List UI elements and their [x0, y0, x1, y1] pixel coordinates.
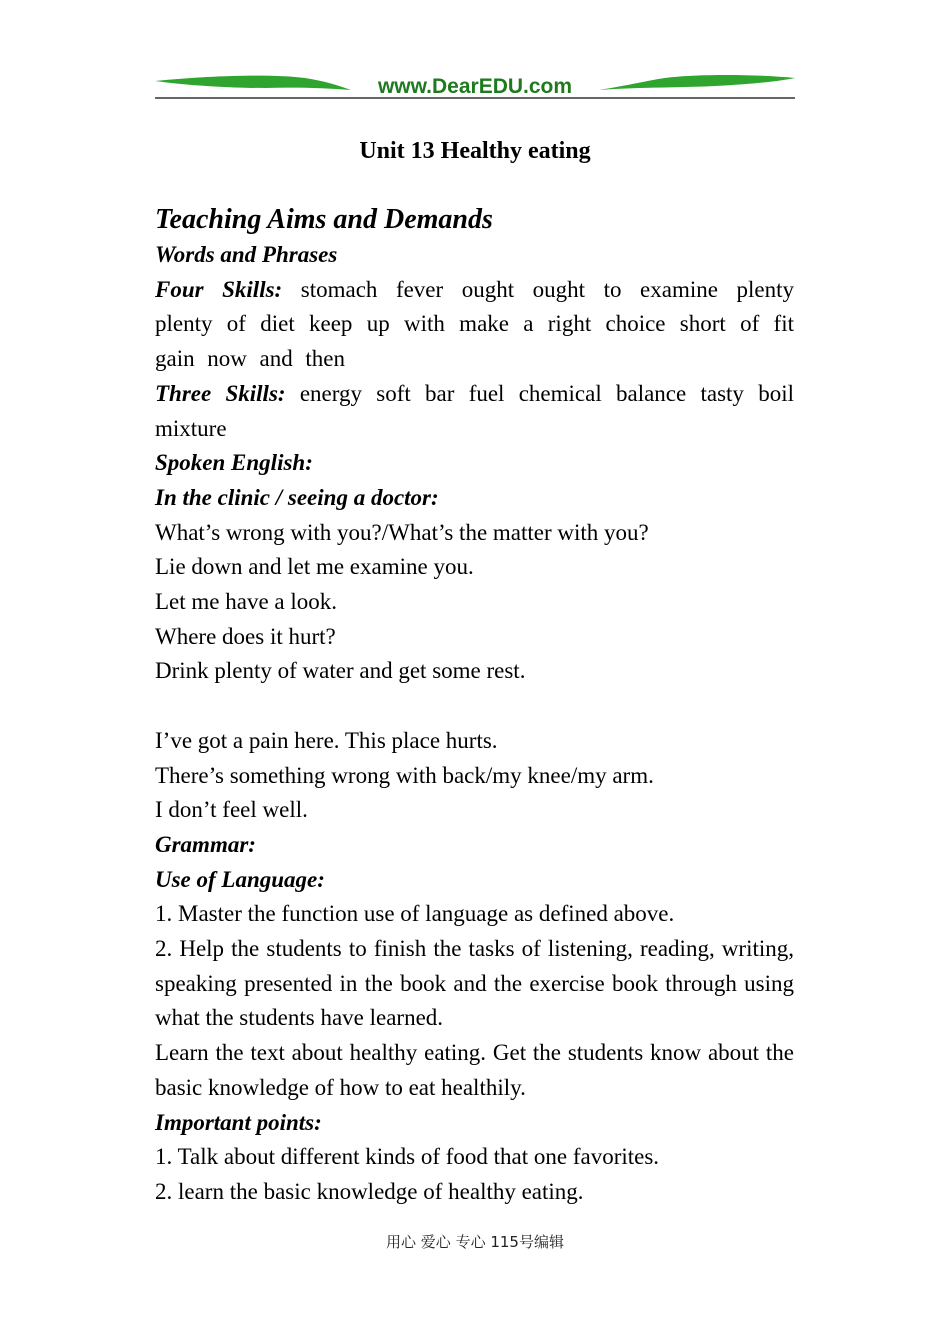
page-title: Unit 13 Healthy eating — [359, 138, 591, 164]
document-body — [155, 202, 794, 1210]
use-item: 2. Help the students to finish the tasks of listening, reading, writing, speaking presented in the book and the exercise book through using what the students have learned. — [155, 936, 794, 1031]
four-skills-label: Four Skills: — [155, 276, 283, 302]
use-of-language-heading: Use of Language: — [155, 866, 325, 892]
four-skills-paragraph — [155, 273, 794, 377]
use-item: Learn the text about healthy eating. Get the students know about the basic knowledge of how to eat healthily. — [155, 1040, 794, 1100]
three-skills-paragraph — [155, 377, 794, 446]
right-leaf-decoration — [599, 75, 795, 90]
left-leaf-decoration — [155, 76, 351, 90]
patient-line: I don’t feel well. — [155, 797, 308, 823]
three-skills-words: energy soft bar fuel chemical balance tasty boil mixture — [155, 380, 794, 441]
grammar-heading: Grammar: — [155, 831, 256, 857]
doctor-line: Let me have a look. — [155, 589, 338, 615]
header-logo — [155, 72, 795, 102]
important-item: 2. learn the basic knowledge of healthy eating. — [155, 1178, 584, 1204]
four-skills-words: stomach fever ought ought to examine plenty plenty of diet keep up with make a right choice short of fit gain now and then — [155, 276, 794, 372]
doctor-line: What’s wrong with you?/What’s the matter with you? — [155, 519, 649, 545]
important-item: 1. Talk about different kinds of food that one favorites. — [155, 1144, 660, 1170]
patient-line: There’s something wrong with back/my knee/my arm. — [155, 762, 654, 788]
words-phrases-heading: Words and Phrases — [155, 242, 338, 267]
doctor-line: Drink plenty of water and get some rest. — [155, 658, 526, 684]
clinic-heading: In the clinic / seeing a doctor: — [155, 484, 439, 510]
page-footer: 用心 爱心 专心 115号编辑 — [386, 1233, 564, 1251]
doctor-line: Where does it hurt? — [155, 623, 336, 649]
use-item: 1. Master the function use of language as defined above. — [155, 901, 675, 927]
header-logo-text: www.DearEDU.com — [377, 75, 573, 98]
site-header-banner — [155, 72, 795, 102]
important-points-heading: Important points: — [155, 1109, 322, 1135]
patient-line: I’ve got a pain here. This place hurts. — [155, 727, 498, 753]
blank-line — [155, 689, 794, 724]
three-skills-label: Three Skills: — [155, 380, 286, 406]
spoken-english-heading: Spoken English: — [155, 450, 313, 476]
doctor-line: Lie down and let me examine you. — [155, 554, 474, 580]
section-heading: Teaching Aims and Demands — [155, 204, 493, 235]
